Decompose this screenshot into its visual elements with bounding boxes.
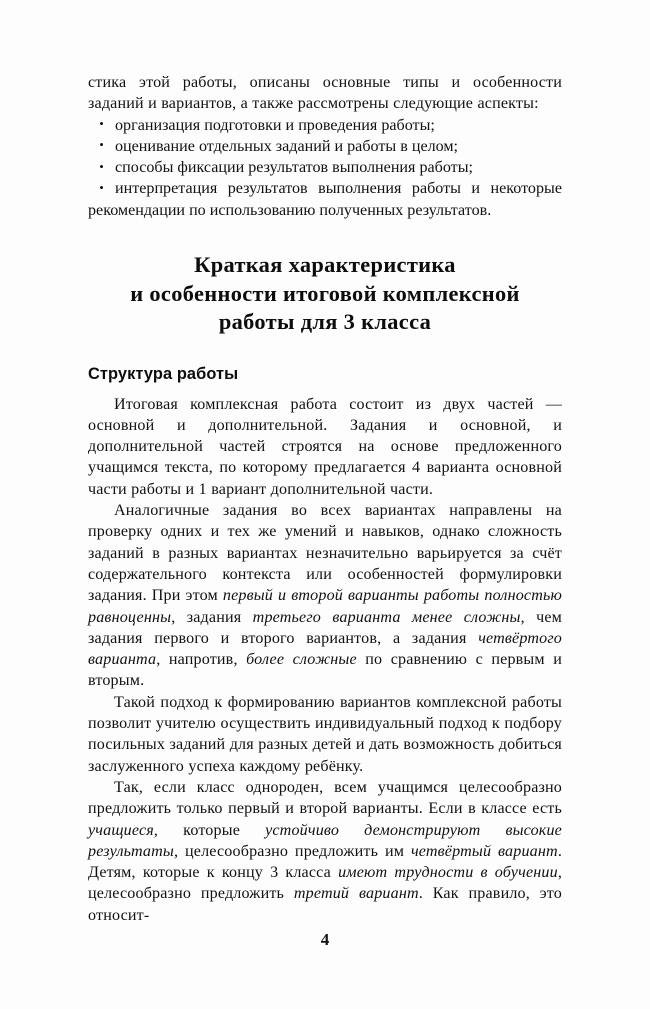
emphasis-text: четвёртого варианта [88,629,562,669]
body-text: Такой подход к формированию вариантов комплексной работы позволит учителю осуществить индивидуальный подход к подбору посильных заданий для разных детей и дать возможность добиться заслуженного успеха каждому ребёнку. [88,693,562,775]
body-paragraph-1 [88,394,562,500]
page-title-line-3: работы для 3 класса [218,309,432,335]
body-paragraph-3 [88,692,562,777]
body-text: . Детям, которые к концу 3 класса [88,842,562,882]
body-text: Так, если класс однороден, всем учащимся целесообразно предложить только первый и второй варианты. Если в классе есть [88,778,562,818]
emphasis-text: имеют трудности в обучении [338,864,558,882]
body-paragraph-2 [88,500,562,692]
list-item-label: оценивание отдельных заданий и работы в целом; [115,137,459,155]
list-item [88,157,562,178]
list-item [88,136,562,157]
body-text: , целесообразно предложить [88,864,562,903]
page-title [88,251,562,337]
body-paragraph-4 [88,777,562,926]
list-item-label: организация подготовки и проведения работы; [115,116,435,134]
emphasis-text: третий вариант [293,885,419,903]
emphasis-text: четвёртый вариант [410,842,558,860]
body-text: , напротив, [156,651,247,669]
emphasis-text: более сложные [246,651,357,669]
page-number: 4 [320,930,330,949]
body-text: , целесообразно предложить им [173,842,411,860]
bullet-marker-icon: • [99,137,104,153]
body-text: , которые [153,821,266,839]
page-title-line-1: Краткая характеристика [194,252,456,278]
list-item [88,178,562,221]
spacer [88,337,562,364]
spacer [88,221,562,251]
aspects-bullet-list [88,115,562,221]
bullet-marker-icon: • [99,179,104,195]
body-text: Аналогичные задания во всех вариантах направлены на проверку одних и тех же умений и навыков, однако сложность заданий в разных вариантах незначительно варьируется за счёт содержательного контекста или особенностей формулировки задания. При этом [88,502,562,605]
section-heading-struktura-raboty: Структура работы [88,364,239,383]
emphasis-text: третьего варианта менее сложны [252,608,521,626]
page-title-line-2: и особенности итоговой комплексной [130,280,520,306]
body-text: , задания [171,608,253,626]
list-item-label: способы фиксации результатов выполнения работы; [115,159,473,177]
spacer [88,384,562,394]
bullet-marker-icon: • [99,116,104,132]
list-item [88,115,562,136]
opening-paragraph: стика этой работы, описаны основные типы и особенности заданий и вариантов, а также рассмотрены следующие аспекты: [88,74,562,113]
body-text: Итоговая комплексная работа состоит из двух частей — основной и дополнительной. Задания и основной, и дополнительной частей строятся на основе предложенного учащимся текста, по которому предлагается 4 варианта основной части работы и 1 вариант дополнительной части. [88,395,562,498]
emphasis-text: первый и второй варианты работы полностью равноценны [88,587,562,626]
list-item-label: интерпретация результатов выполнения работы и некоторые рекомендации по использованию полученных результатов. [88,180,562,219]
emphasis-text: устойчиво демонстрируют высокие результаты [88,821,562,860]
emphasis-text: учащиеся [88,821,154,839]
body-text: по сравнению с первым и вторым. [88,651,562,690]
body-text: . Как правило, это относит- [88,885,562,924]
bullet-marker-icon: • [99,158,104,174]
page-text-column [88,72,562,926]
body-text: , чем задания первого и второго вариантов, а задания [88,608,563,647]
